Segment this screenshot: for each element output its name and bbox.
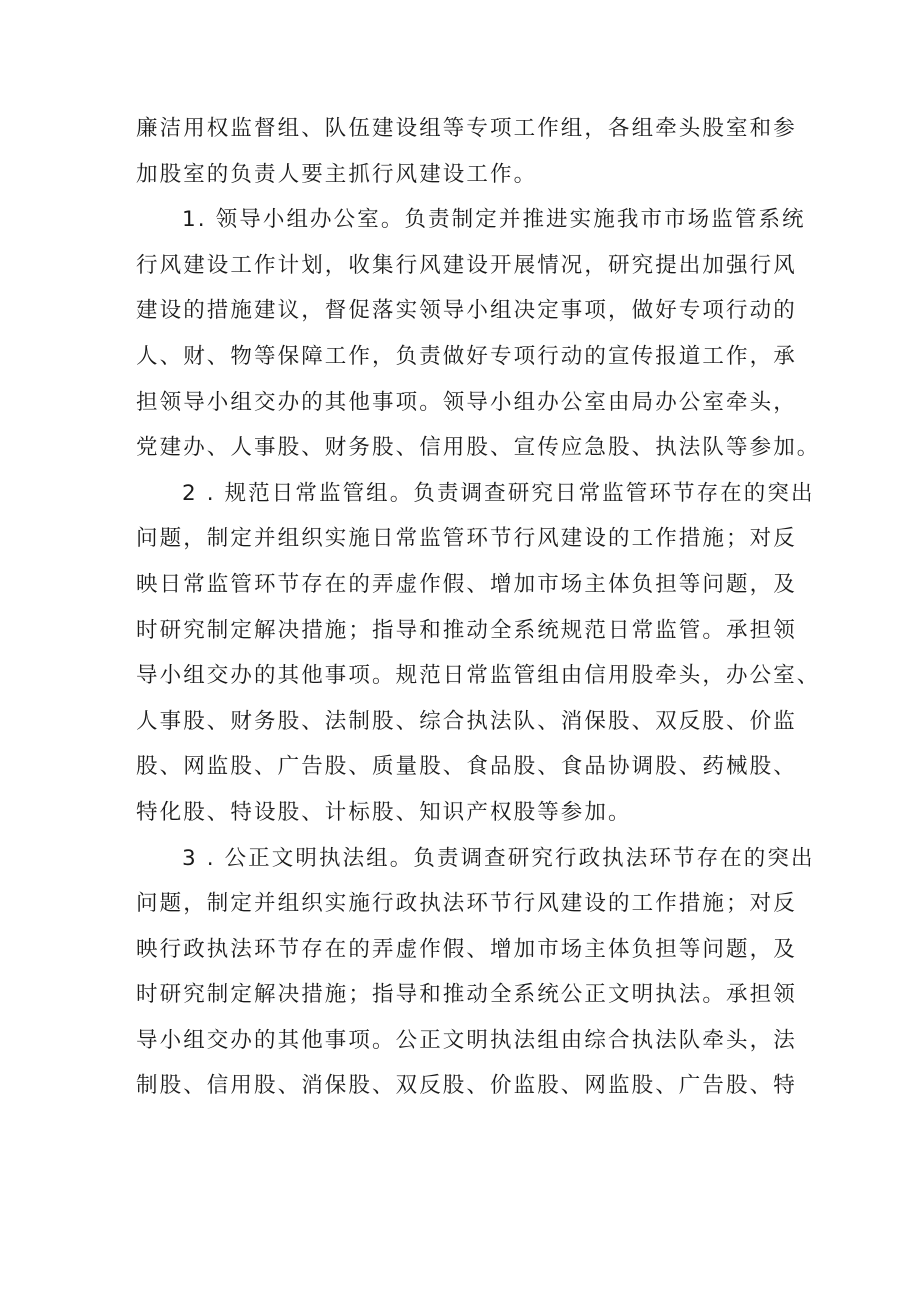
- text-line: 人事股、财务股、法制股、综合执法队、消保股、双反股、价监: [136, 708, 797, 734]
- text-line: 3 . 公正文明执法组。负责调查研究行政执法环节存在的突出: [182, 845, 815, 871]
- text-line: 时研究制定解决措施；指导和推动全系统规范日常监管。承担领: [136, 617, 797, 643]
- text-line: 制股、信用股、消保股、双反股、价监股、网监股、广告股、特: [136, 1073, 797, 1099]
- text-line: 映日常监管环节存在的弄虚作假、增加市场主体负担等问题，及: [136, 571, 797, 597]
- text-line: 1. 领导小组办公室。负责制定并推进实施我市市场监管系统: [182, 207, 806, 233]
- text-line: 人、财、物等保障工作，负责做好专项行动的宣传报道工作，承: [136, 343, 797, 369]
- text-line: 导小组交办的其他事项。公正文明执法组由综合执法队牵头，法: [136, 1027, 797, 1053]
- document-body: [136, 106, 821, 1109]
- text-line: 问题，制定并组织实施行政执法环节行风建设的工作措施；对反: [136, 891, 797, 917]
- text-line: 映行政执法环节存在的弄虚作假、增加市场主体负担等问题，及: [136, 936, 797, 962]
- text-line: 时研究制定解决措施；指导和推动全系统公正文明执法。承担领: [136, 982, 797, 1008]
- text-line: 导小组交办的其他事项。规范日常监管组由信用股牵头，办公室、: [136, 663, 821, 689]
- text-line: 特化股、特设股、计标股、知识产权股等参加。: [136, 799, 632, 825]
- text-line: 党建办、人事股、财务股、信用股、宣传应急股、执法队等参加。: [136, 435, 821, 461]
- text-line: 股、网监股、广告股、质量股、食品股、食品协调股、药械股、: [136, 754, 797, 780]
- text-line: 建设的措施建议，督促落实领导小组决定事项，做好专项行动的: [136, 298, 797, 324]
- paragraph-item-1: [136, 197, 821, 471]
- text-line: 2 . 规范日常监管组。负责调查研究日常监管环节存在的突出: [182, 480, 815, 506]
- text-line: 加股室的负责人要主抓行风建设工作。: [136, 161, 538, 187]
- paragraph-intro-continuation: [136, 106, 796, 197]
- paragraph-item-3: [136, 836, 815, 1110]
- text-line: 行风建设工作计划，收集行风建设开展情况，研究提出加强行风: [136, 252, 797, 278]
- paragraph-item-2: [136, 471, 821, 836]
- text-line: 廉洁用权监督组、队伍建设组等专项工作组，各组牵头股室和参: [136, 116, 797, 141]
- text-line: 担领导小组交办的其他事项。领导小组办公室由局办公室牵头，: [136, 389, 797, 415]
- text-line: 问题，制定并组织实施日常监管环节行风建设的工作措施；对反: [136, 526, 797, 552]
